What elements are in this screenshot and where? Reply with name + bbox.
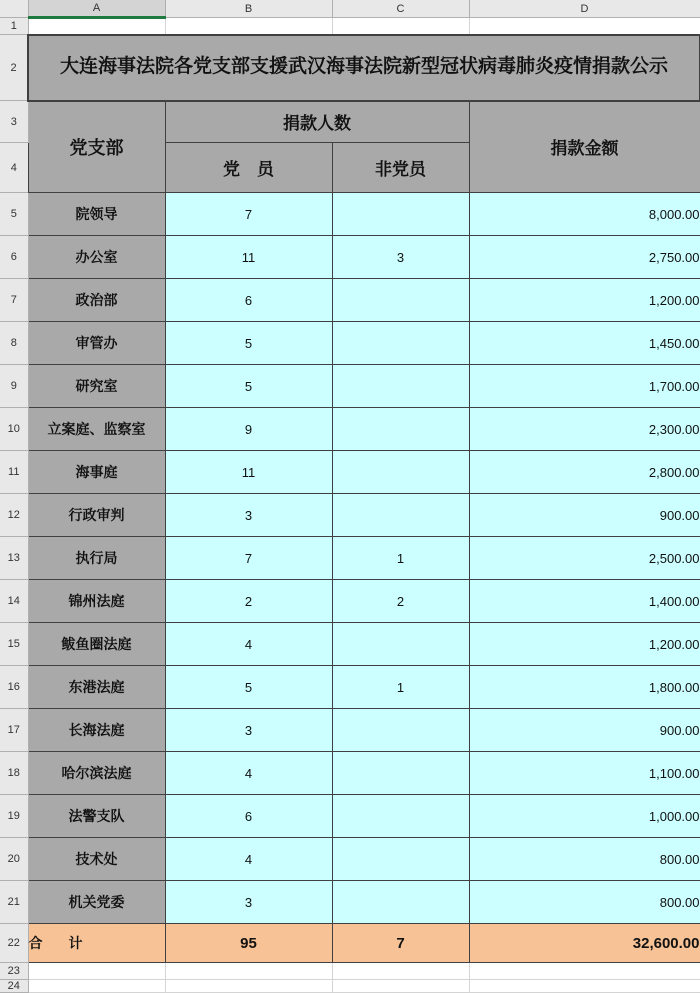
cell-party-members[interactable]: 3 (165, 494, 332, 537)
table-row (0, 666, 700, 709)
cell-d24[interactable] (469, 980, 700, 993)
cell-non-party-members[interactable]: 2 (332, 580, 469, 623)
cell-party-members[interactable]: 11 (165, 451, 332, 494)
cell-c1[interactable] (332, 18, 469, 35)
total-amount[interactable]: 32,600.00 (469, 924, 700, 963)
cell-amount[interactable]: 8,000.00 (469, 193, 700, 236)
table-row (0, 408, 700, 451)
row-header-13[interactable]: 13 (0, 537, 28, 580)
cell-non-party-members[interactable] (332, 408, 469, 451)
cell-non-party-members[interactable] (332, 279, 469, 322)
cell-branch[interactable]: 行政审判 (28, 494, 165, 537)
cell-non-party-members[interactable] (332, 193, 469, 236)
cell-non-party-members[interactable] (332, 795, 469, 838)
cell-amount[interactable]: 2,800.00 (469, 451, 700, 494)
cell-a1[interactable] (28, 18, 165, 35)
row-header-18[interactable]: 18 (0, 752, 28, 795)
cell-non-party-members[interactable]: 1 (332, 666, 469, 709)
cell-branch[interactable]: 机关党委 (28, 881, 165, 924)
cell-branch[interactable]: 法警支队 (28, 795, 165, 838)
row-header-7[interactable]: 7 (0, 279, 28, 322)
cell-d23[interactable] (469, 963, 700, 980)
cell-non-party-members[interactable] (332, 451, 469, 494)
table-row (0, 580, 700, 623)
sheet-row-3 (0, 101, 700, 143)
cell-non-party-members[interactable] (332, 838, 469, 881)
sheet-row-2 (0, 35, 700, 101)
header-non-party-member[interactable]: 非党员 (332, 143, 469, 193)
row-header-22[interactable]: 22 (0, 924, 28, 963)
cell-amount[interactable]: 2,500.00 (469, 537, 700, 580)
table-row (0, 322, 700, 365)
cell-non-party-members[interactable] (332, 709, 469, 752)
row-header-6[interactable]: 6 (0, 236, 28, 279)
cell-branch[interactable]: 海事庭 (28, 451, 165, 494)
cell-amount[interactable]: 2,750.00 (469, 236, 700, 279)
table-row (0, 279, 700, 322)
cell-party-members[interactable]: 4 (165, 752, 332, 795)
cell-b24[interactable] (165, 980, 332, 993)
row-header-23[interactable]: 23 (0, 963, 28, 980)
column-header-b[interactable]: B (165, 0, 332, 18)
report-title[interactable]: 大连海事法院各党支部支援武汉海事法院新型冠状病毒肺炎疫情捐款公示 (28, 35, 700, 101)
cell-amount[interactable]: 1,700.00 (469, 365, 700, 408)
cell-party-members[interactable]: 5 (165, 666, 332, 709)
table-row (0, 193, 700, 236)
cell-party-members[interactable]: 5 (165, 322, 332, 365)
column-header-a[interactable]: A (28, 0, 165, 18)
cell-party-members[interactable]: 3 (165, 709, 332, 752)
table-row (0, 494, 700, 537)
row-header-11[interactable]: 11 (0, 451, 28, 494)
cell-non-party-members[interactable] (332, 494, 469, 537)
cell-party-members[interactable]: 2 (165, 580, 332, 623)
cell-non-party-members[interactable] (332, 752, 469, 795)
cell-amount[interactable]: 2,300.00 (469, 408, 700, 451)
cell-branch[interactable]: 办公室 (28, 236, 165, 279)
row-header-9[interactable]: 9 (0, 365, 28, 408)
cell-non-party-members[interactable] (332, 881, 469, 924)
cell-c23[interactable] (332, 963, 469, 980)
row-header-12[interactable]: 12 (0, 494, 28, 537)
total-non-party-members[interactable]: 7 (332, 924, 469, 963)
cell-d1[interactable] (469, 18, 700, 35)
cell-branch[interactable]: 院领导 (28, 193, 165, 236)
table-row (0, 795, 700, 838)
cell-non-party-members[interactable] (332, 365, 469, 408)
cell-party-members[interactable]: 5 (165, 365, 332, 408)
row-header-10[interactable]: 10 (0, 408, 28, 451)
cell-amount[interactable]: 800.00 (469, 881, 700, 924)
row-header-15[interactable]: 15 (0, 623, 28, 666)
row-header-3[interactable]: 3 (0, 101, 28, 143)
header-branch[interactable]: 党支部 (28, 101, 165, 193)
row-header-5[interactable]: 5 (0, 193, 28, 236)
cell-branch[interactable]: 鲅鱼圈法庭 (28, 623, 165, 666)
row-header-2[interactable]: 2 (0, 35, 28, 101)
cell-non-party-members[interactable]: 1 (332, 537, 469, 580)
table-row (0, 236, 700, 279)
row-header-19[interactable]: 19 (0, 795, 28, 838)
table-row (0, 881, 700, 924)
cell-party-members[interactable]: 6 (165, 795, 332, 838)
header-party-member[interactable]: 党 员 (165, 143, 332, 193)
row-header-21[interactable]: 21 (0, 881, 28, 924)
cell-amount[interactable]: 1,200.00 (469, 279, 700, 322)
table-row (0, 537, 700, 580)
select-all-corner[interactable] (0, 0, 28, 18)
table-row (0, 365, 700, 408)
cell-branch[interactable]: 审管办 (28, 322, 165, 365)
row-header-17[interactable]: 17 (0, 709, 28, 752)
cell-b1[interactable] (165, 18, 332, 35)
cell-non-party-members[interactable]: 3 (332, 236, 469, 279)
row-header-14[interactable]: 14 (0, 580, 28, 623)
sheet-row-23 (0, 963, 700, 980)
cell-branch[interactable]: 哈尔滨法庭 (28, 752, 165, 795)
cell-party-members[interactable]: 4 (165, 623, 332, 666)
table-row (0, 709, 700, 752)
header-amount[interactable]: 捐款金额 (469, 101, 700, 193)
cell-amount[interactable]: 1,100.00 (469, 752, 700, 795)
cell-party-members[interactable]: 6 (165, 279, 332, 322)
cell-party-members[interactable]: 7 (165, 537, 332, 580)
cell-branch[interactable]: 技术处 (28, 838, 165, 881)
cell-non-party-members[interactable] (332, 322, 469, 365)
cell-amount[interactable]: 1,000.00 (469, 795, 700, 838)
cell-party-members[interactable]: 11 (165, 236, 332, 279)
cell-branch[interactable]: 立案庭、监察室 (28, 408, 165, 451)
row-header-20[interactable]: 20 (0, 838, 28, 881)
row-header-4[interactable]: 4 (0, 143, 28, 193)
cell-amount[interactable]: 1,800.00 (469, 666, 700, 709)
cell-b23[interactable] (165, 963, 332, 980)
header-donors-group[interactable]: 捐款人数 (165, 101, 469, 143)
row-header-16[interactable]: 16 (0, 666, 28, 709)
cell-non-party-members[interactable] (332, 623, 469, 666)
cell-amount[interactable]: 1,450.00 (469, 322, 700, 365)
cell-party-members[interactable]: 4 (165, 838, 332, 881)
column-header-row (0, 0, 700, 18)
table-row (0, 838, 700, 881)
table-row (0, 623, 700, 666)
cell-amount[interactable]: 900.00 (469, 709, 700, 752)
total-label[interactable]: 合 计 (28, 924, 165, 963)
row-header-24[interactable]: 24 (0, 980, 28, 993)
cell-branch[interactable]: 长海法庭 (28, 709, 165, 752)
cell-branch[interactable]: 执行局 (28, 537, 165, 580)
table-row (0, 752, 700, 795)
row-header-1[interactable]: 1 (0, 18, 28, 35)
cell-branch[interactable]: 东港法庭 (28, 666, 165, 709)
cell-branch[interactable]: 政治部 (28, 279, 165, 322)
cell-c24[interactable] (332, 980, 469, 993)
column-header-d[interactable]: D (469, 0, 700, 18)
table-row (0, 451, 700, 494)
cell-amount[interactable]: 1,400.00 (469, 580, 700, 623)
total-party-members[interactable]: 95 (165, 924, 332, 963)
sheet-row-1 (0, 18, 700, 35)
cell-amount[interactable]: 900.00 (469, 494, 700, 537)
cell-a24[interactable] (28, 980, 165, 993)
cell-amount[interactable]: 1,200.00 (469, 623, 700, 666)
cell-amount[interactable]: 800.00 (469, 838, 700, 881)
cell-branch[interactable]: 锦州法庭 (28, 580, 165, 623)
sheet-row-24 (0, 980, 700, 993)
cell-party-members[interactable]: 3 (165, 881, 332, 924)
cell-branch[interactable]: 研究室 (28, 365, 165, 408)
cell-a23[interactable] (28, 963, 165, 980)
column-header-c[interactable]: C (332, 0, 469, 18)
cell-party-members[interactable]: 9 (165, 408, 332, 451)
cell-party-members[interactable]: 7 (165, 193, 332, 236)
sheet-row-22 (0, 924, 700, 963)
row-header-8[interactable]: 8 (0, 322, 28, 365)
